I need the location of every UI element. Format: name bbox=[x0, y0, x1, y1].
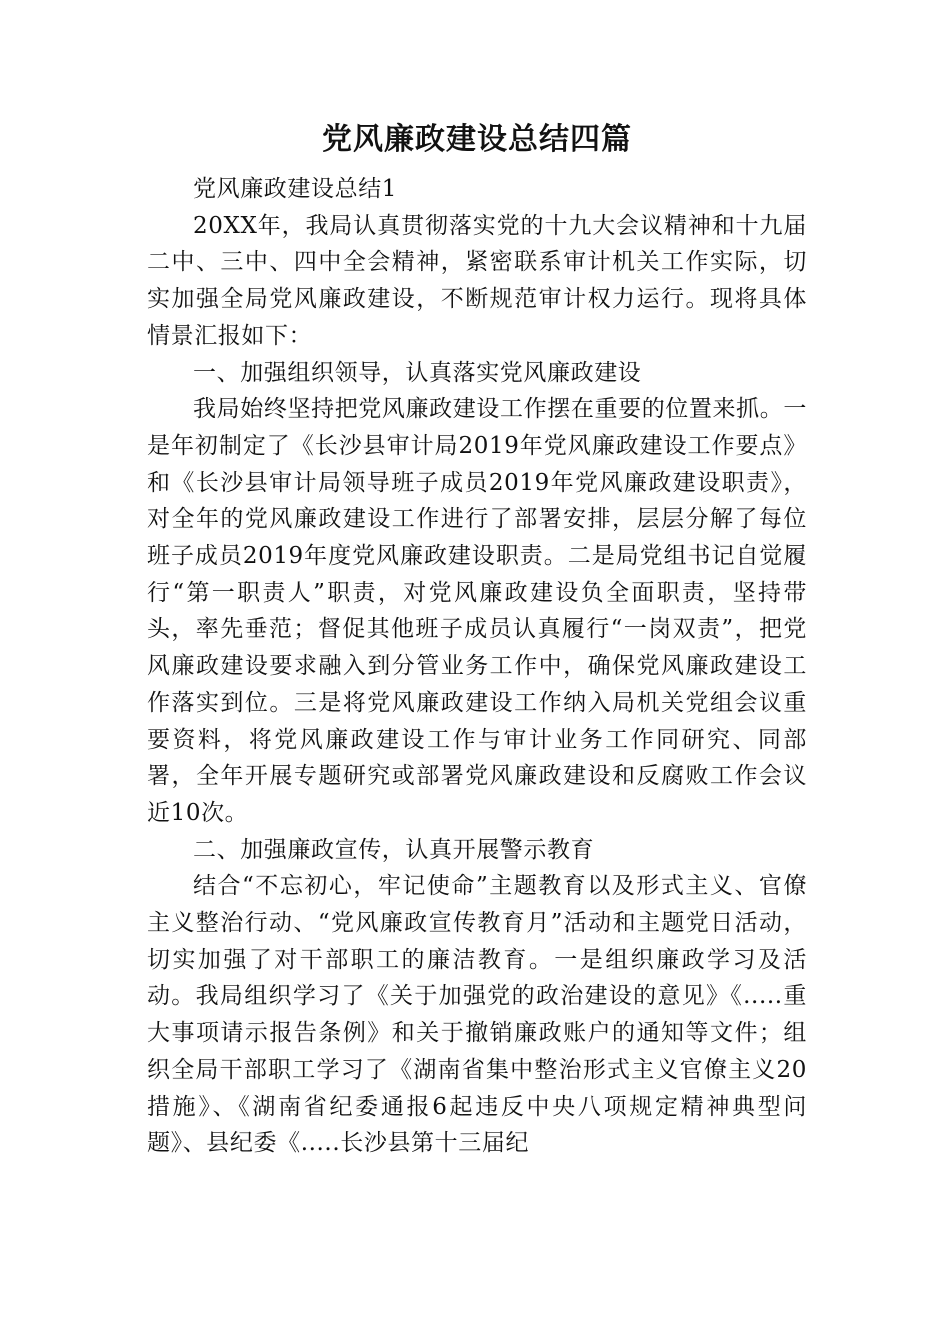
body-paragraph: 结合“不忘初心，牢记使命”主题教育以及形式主义、官僚主义整治行动、“党风廉政宣传教育月”活动和主题党日活动，切实加强了对干部职工的廉洁教育。一是组织廉政学习及活动。我局组织学习了《关于加强党的政治建设的意见》《.....重大事项请示报告条例》和关于撤销廉政账户的通知等文件；组织全局干部职工学习了《湖南省集中整治形式主义官僚主义20措施》、《湖南省纪委通报6起违反中央八项规定精神典型问题》、县纪委《.....长沙县第十三届纪 bbox=[147, 873, 807, 1157]
section-heading: 党风廉政建设总结1 bbox=[193, 176, 398, 202]
document-title: 党风廉政建设总结四篇 bbox=[322, 122, 632, 157]
document-body bbox=[147, 171, 807, 1162]
subsection-heading: 一、加强组织领导，认真落实党风廉政建设 bbox=[193, 359, 642, 386]
subsection-heading: 二、加强廉政宣传，认真开展警示教育 bbox=[193, 836, 595, 863]
body-paragraph: 20XX年，我局认真贯彻落实党的十九大会议精神和十九届二中、三中、四中全会精神，紧密联系审计机关工作实际，切实加强全局党风廉政建设，不断规范审计权力运行。现将具体情景汇报如下： bbox=[147, 212, 807, 349]
body-paragraph: 我局始终坚持把党风廉政建设工作摆在重要的位置来抓。一是年初制定了《长沙县审计局2019年党风廉政建设工作要点》和《长沙县审计局领导班子成员2019年党风廉政建设职责》，对全年的党风廉政建设工作进行了部署安排，层层分解了每位班子成员2019年度党风廉政建设职责。二是局党组书记自觉履行“第一职责人”职责，对党风廉政建设负全面职责，坚持带头，率先垂范；督促其他班子成员认真履行“一岗双责”，把党风廉政建设要求融入到分管业务工作中，确保党风廉政建设工作落实到位。三是将党风廉政建设工作纳入局机关党组会议重要资料，将党风廉政建设工作与审计业务工作同研究、同部署，全年开展专题研究或部署党风廉政建设和反腐败工作会议近10次。 bbox=[147, 396, 807, 826]
